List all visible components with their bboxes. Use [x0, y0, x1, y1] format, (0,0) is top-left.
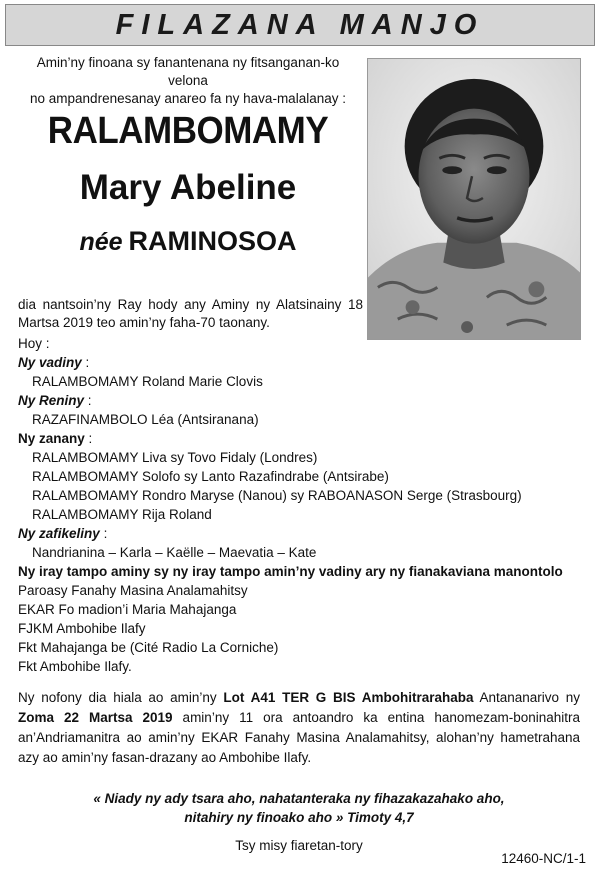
deceased-given-names: Mary Abeline	[79, 168, 297, 207]
group-colon: :	[103, 526, 108, 541]
group-colon: :	[85, 355, 90, 370]
funeral-text-3: amin’ny 11 ora antoandro ka entina hanomezam-boninahitra an’Andriamanitra ao amin’ny EKAR Fanahy Masina Analamahitsy, alohan’ny hametrahana azy ao amin’ny fasan-drazany ao Ambohibe Ilafy.	[18, 710, 580, 765]
list-item: RALAMBOMAMY Liva sy Tovo Fidaly (Londres)	[32, 450, 318, 465]
list-item: RALAMBOMAMY Rija Roland	[32, 507, 212, 522]
group-label: Ny vadiny	[18, 355, 82, 370]
intro-text	[18, 54, 358, 108]
intro-line-1: Amin’ny finoana sy fanantenana ny fitsanganan-ko velona	[36, 55, 340, 88]
notice-title: FILAZANA MANJO	[115, 8, 485, 41]
organization-item: Fkt Mahajanga be (Cité Radio La Corniche)	[18, 640, 279, 655]
family-group-mother	[18, 391, 578, 410]
portrait-photo	[367, 58, 581, 340]
quote-line-2: nitahiry ny finoako aho » Timoty 4,7	[184, 810, 414, 825]
deceased-maiden-name-line	[18, 226, 358, 257]
death-notice: dia nantsoin’ny Ray hody any Aminy ny Alatsinainy 18 Martsa 2019 teo amin’ny faha-70 taonany.	[18, 297, 363, 330]
family-intro: Hoy :	[18, 336, 50, 351]
quote-line-1: « Niady ny ady tsara aho, nahatanteraka ny fihazakazahako aho,	[93, 791, 505, 806]
group-colon: :	[87, 393, 92, 408]
maiden-name: RAMINOSOA	[128, 226, 297, 256]
funeral-details	[18, 688, 580, 768]
group-label: Ny zanany	[18, 431, 85, 446]
funeral-address: Lot A41 TER G BIS Ambohitrarahaba	[223, 690, 474, 705]
group-label: Ny zafikeliny	[18, 526, 100, 541]
list-item: RALAMBOMAMY Roland Marie Clovis	[32, 374, 263, 389]
funeral-text-1: Ny nofony dia hiala ao amin’ny	[18, 690, 224, 705]
family-group-children	[18, 429, 578, 448]
scripture-quote	[18, 789, 580, 827]
portrait-image	[368, 59, 580, 339]
list-item: RALAMBOMAMY Rondro Maryse (Nanou) sy RABOANASON Serge (Strasbourg)	[32, 488, 522, 503]
family-group-grandchildren	[18, 524, 578, 543]
reference-code: 12460-NC/1-1	[501, 851, 586, 866]
list-item: RAZAFINAMBOLO Léa (Antsiranana)	[32, 412, 259, 427]
group-label: Ny Reniny	[18, 393, 85, 408]
deceased-surname: RALAMBOMAMY	[47, 110, 329, 152]
organization-item: EKAR Fo madion’i Maria Mahajanga	[18, 602, 237, 617]
list-item: Nandrianina – Karla – Kaëlle – Maevatia – Kate	[32, 545, 317, 560]
header-banner	[5, 4, 595, 46]
organization-item: Fkt Ambohibe Ilafy.	[18, 659, 132, 674]
closing-note: Tsy misy fiaretan-tory	[235, 838, 363, 853]
intro-line-2: no ampandrenesanay anareo fa ny hava-malalanay :	[30, 91, 346, 106]
funeral-date: Zoma 22 Martsa 2019	[18, 710, 173, 725]
nee-label: née	[79, 228, 123, 256]
organization-item: FJKM Ambohibe Ilafy	[18, 621, 146, 636]
extended-family: Ny iray tampo aminy sy ny iray tampo amin’ny vadiny ary ny fianakaviana manontolo	[18, 564, 563, 579]
family-section	[18, 334, 578, 676]
funeral-text-2: Antananarivo ny	[473, 690, 581, 705]
list-item: RALAMBOMAMY Solofo sy Lanto Razafindrabe (Antsirabe)	[32, 469, 389, 484]
family-group-spouse	[18, 353, 578, 372]
organization-item: Paroasy Fanahy Masina Analamahitsy	[18, 583, 248, 598]
group-colon: :	[88, 431, 93, 446]
